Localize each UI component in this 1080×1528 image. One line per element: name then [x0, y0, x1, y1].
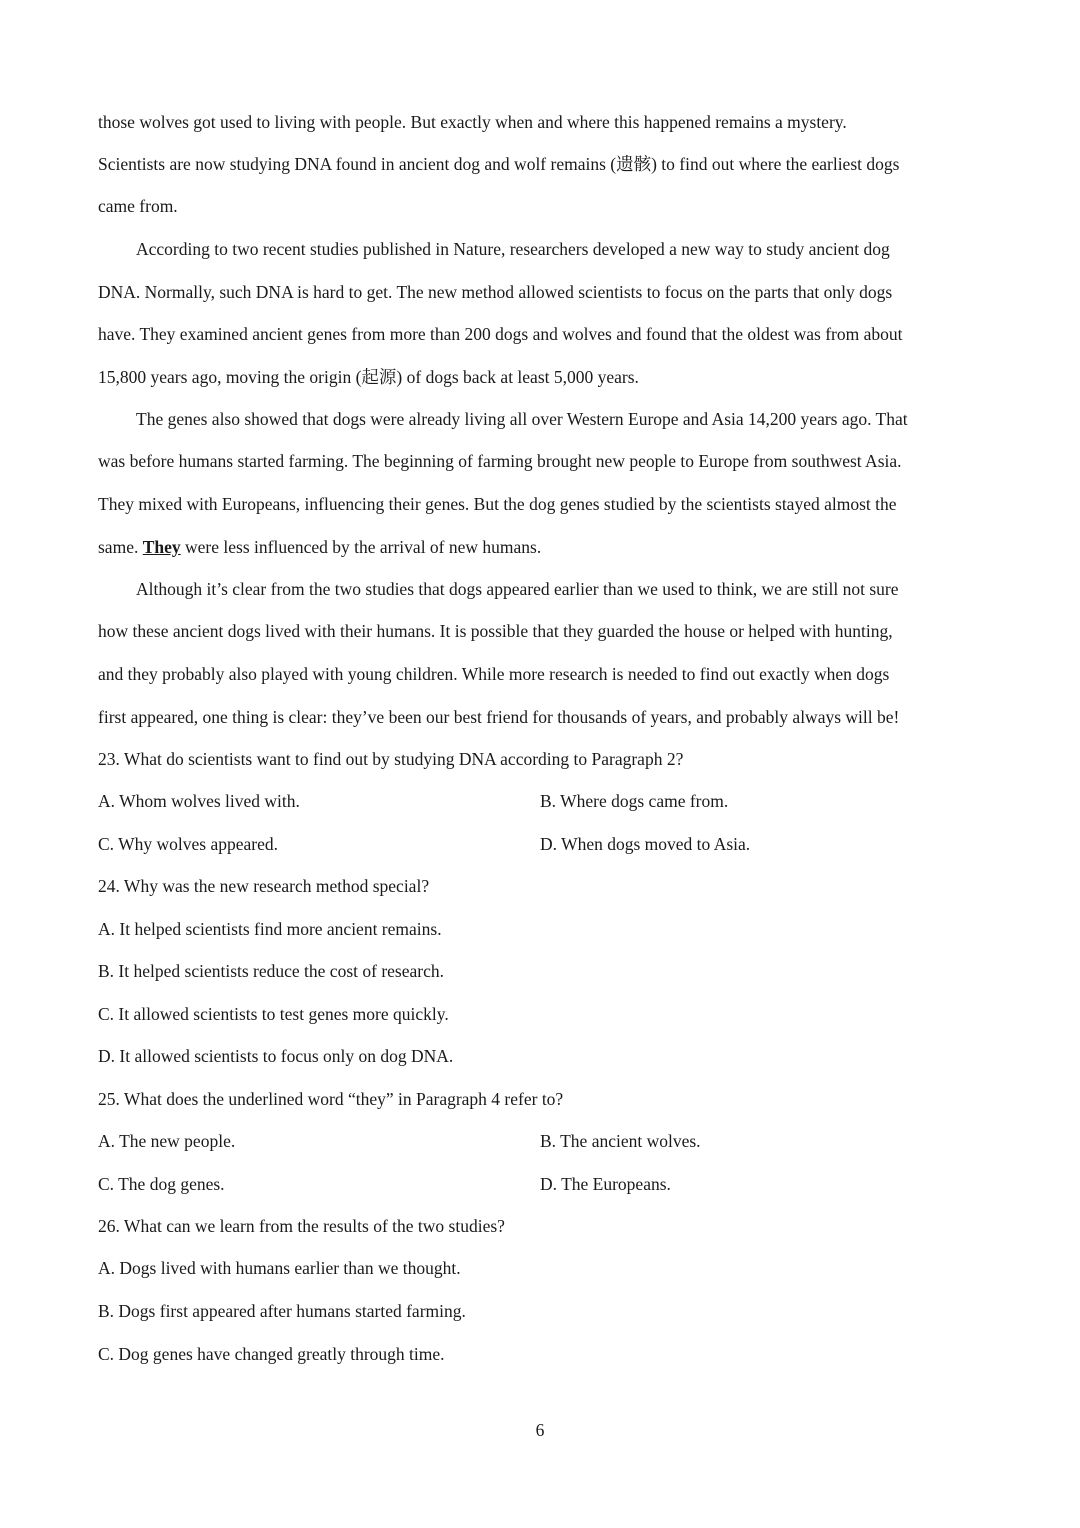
option-c: C. It allowed scientists to test genes more quickly.: [98, 1004, 449, 1024]
option-d: D. It allowed scientists to focus only on dog DNA.: [98, 1046, 454, 1066]
page-number: 6: [535, 1420, 545, 1440]
passage-line: According to two recent studies published in Nature, researchers developed a new way to study ancient dog: [136, 239, 890, 259]
passage-line: Although it’s clear from the two studies that dogs appeared earlier than we used to think, we are still not sure: [136, 579, 899, 599]
passage-line: They mixed with Europeans, influencing their genes. But the dog genes studied by the scientists stayed almost the: [98, 494, 897, 514]
passage-line: came from.: [98, 196, 178, 216]
option-b: B. Dogs first appeared after humans started farming.: [98, 1301, 466, 1321]
option-a: A. Whom wolves lived with.: [98, 791, 300, 811]
passage-line: and they probably also played with young children. While more research is needed to find out exactly when dogs: [98, 664, 890, 684]
option-a: A. The new people.: [98, 1131, 236, 1151]
passage-text: same.: [98, 537, 143, 557]
option-c: C. Dog genes have changed greatly through time.: [98, 1344, 445, 1364]
question-stem: 24. Why was the new research method special?: [98, 876, 430, 896]
passage-line: how these ancient dogs lived with their humans. It is possible that they guarded the house or helped with hunting,: [98, 621, 893, 641]
option-a: A. Dogs lived with humans earlier than we thought.: [98, 1258, 461, 1278]
underlined-word: They: [142, 537, 181, 557]
passage-line: DNA. Normally, such DNA is hard to get. The new method allowed scientists to focus on the parts that only dogs: [98, 282, 893, 302]
passage-line: 15,800 years ago, moving the origin (起源) of dogs back at least 5,000 years.: [98, 367, 639, 387]
option-c: C. The dog genes.: [98, 1174, 225, 1194]
option-b: B. Where dogs came from.: [540, 791, 729, 811]
question-stem: 26. What can we learn from the results of the two studies?: [98, 1216, 505, 1236]
passage-line: have. They examined ancient genes from more than 200 dogs and wolves and found that the oldest was from about: [98, 324, 903, 344]
option-c: C. Why wolves appeared.: [98, 834, 278, 854]
option-b: B. The ancient wolves.: [540, 1131, 701, 1151]
passage-line: Scientists are now studying DNA found in ancient dog and wolf remains (遗骸) to find out where the earliest dogs: [98, 154, 900, 174]
option-a: A. It helped scientists find more ancient remains.: [98, 919, 442, 939]
passage-line: was before humans started farming. The beginning of farming brought new people to Europe from southwest Asia.: [98, 451, 902, 471]
passage-line: those wolves got used to living with people. But exactly when and where this happened remains a mystery.: [98, 112, 847, 132]
option-d: D. The Europeans.: [540, 1174, 671, 1194]
option-b: B. It helped scientists reduce the cost of research.: [98, 961, 444, 981]
passage-text: were less influenced by the arrival of new humans.: [180, 537, 542, 557]
option-d: D. When dogs moved to Asia.: [540, 834, 751, 854]
passage-line: The genes also showed that dogs were already living all over Western Europe and Asia 14,200 years ago. That: [136, 409, 908, 429]
question-stem: 23. What do scientists want to find out by studying DNA according to Paragraph 2?: [98, 749, 684, 769]
passage-line: first appeared, one thing is clear: they’ve been our best friend for thousands of years, and probably always will be!: [98, 707, 900, 727]
question-stem: 25. What does the underlined word “they” in Paragraph 4 refer to?: [98, 1089, 564, 1109]
passage-line: [98, 535, 988, 559]
